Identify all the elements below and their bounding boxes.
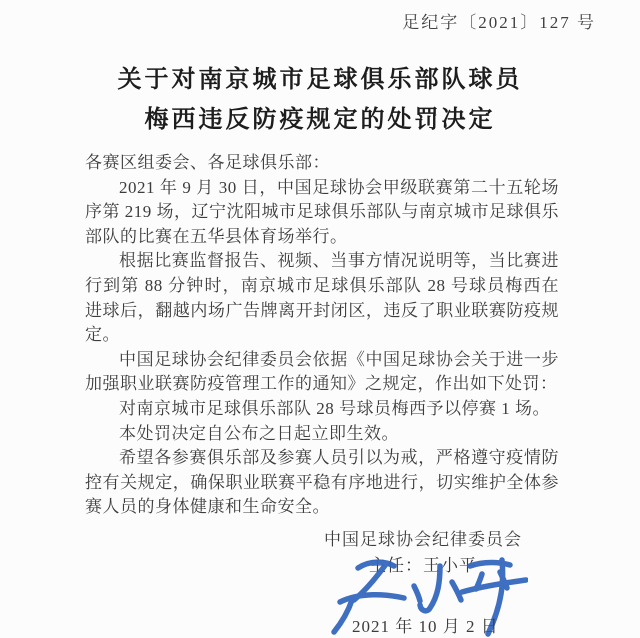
document-title	[0, 60, 640, 140]
signer-title-and-name: 主任：王小平	[369, 556, 477, 575]
body-paragraph: 对南京城市足球俱乐部队 28 号球员梅西予以停赛 1 场。	[119, 398, 550, 418]
signing-organization: 中国足球协会纪律委员会	[324, 530, 522, 549]
body-paragraph: 中国足球协会纪律委员会依据《中国足球协会关于进一步加强职业联赛防疫管理工作的通知》之规定，作出如下处罚：	[85, 349, 559, 394]
signature-block	[324, 527, 522, 579]
document-number: 足纪字〔2021〕127 号	[402, 13, 596, 32]
document-title-line2: 梅西违反防疫规定的处罚决定	[144, 107, 496, 133]
document-title-line1: 关于对南京城市足球俱乐部队球员	[117, 67, 523, 93]
body-paragraph: 根据比赛监督报告、视频、当事方情况说明等，当比赛进行到第 88 分钟时，南京城市足球俱乐部队 28 号球员梅西在进球后，翻越内场广告牌离开封闭区，违反了职业联赛防疫规定。	[85, 251, 559, 345]
salutation: 各赛区组委会、各足球俱乐部：	[85, 153, 330, 172]
body-paragraph: 本处罚决定自公布之日起立即生效。	[119, 423, 399, 443]
body-paragraph: 2021 年 9 月 30 日，中国足球协会甲级联赛第二十五轮场序第 219 场，辽宁沈阳城市足球俱乐部队与南京城市足球俱乐部队的比赛在五华县体育场举行。	[85, 177, 559, 246]
document-body	[85, 151, 559, 520]
signature-date: 2021 年 10 月 2 日	[352, 617, 499, 636]
body-paragraph: 希望各参赛俱乐部及参赛人员引以为戒，严格遵守疫情防控有关规定，确保职业联赛平稳有序地进行，切实维护全体参赛人员的身体健康和生命安全。	[85, 448, 559, 517]
